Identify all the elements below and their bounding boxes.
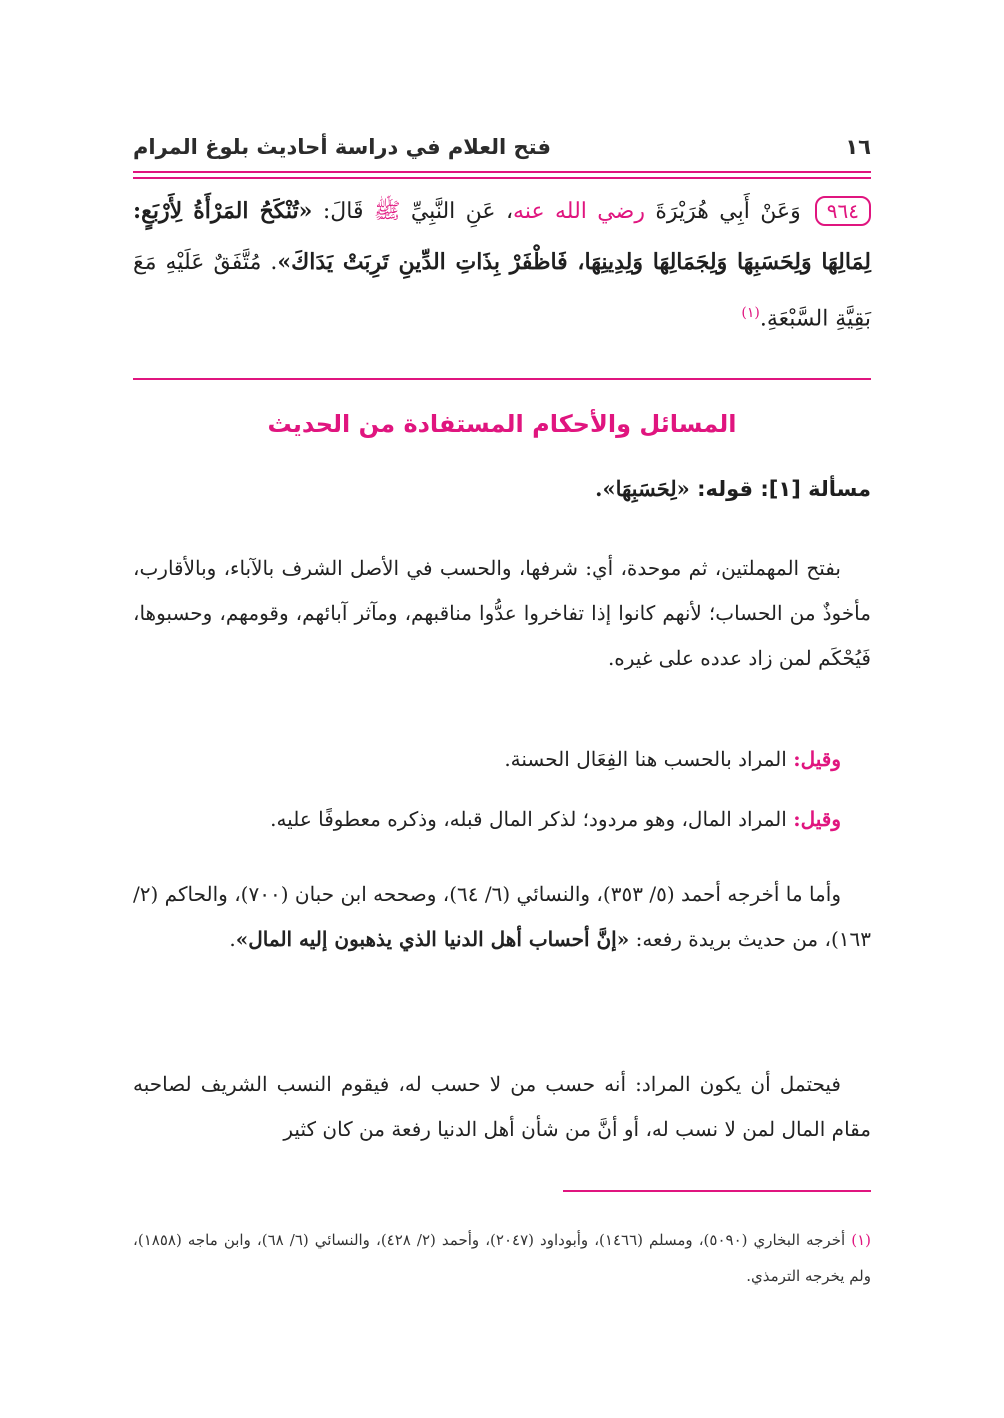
paragraph-qil-1: وقيل: المراد بالحسب هنا الفِعَال الحسنة. [504,747,841,771]
paragraph-takhrij: وأما ما أخرجه أحمد (٥/ ٣٥٣)، والنسائي (٦/ ٦٤)، وصححه ابن حبان (٧٠٠)، والحاكم (٢/ ١٦٣)، من حديث بريدة رفعه: «إنَّ أحساب أهل الدنيا الذي يذهبون إليه المال». [133,882,871,951]
section-divider [133,378,871,380]
running-header [133,127,871,167]
page-number: ١٦ [845,135,871,159]
footnote-number: (١) [851,1231,871,1249]
radi-honorific: رضي الله عنه [513,199,645,224]
hadith-matn: «تُنْكَحُ المَرْأَةُ لِأَرْبَعٍ: لِمَالِهَا وَلِحَسَبِهَا وَلِجَمَالِهَا وَلِدِينِهَا، فَاظْفَرْ بِذَاتِ الدِّينِ تَرِبَتْ يَدَاكَ» [133,198,871,275]
salla-honorific: ﷺ [373,199,401,224]
paragraph-interpretation: فيحتمل أن يكون المراد: أنه حسب من لا حسب له، فيقوم النسب الشريف لصاحبه مقام المال لمن لا نسب له، أو أنَّ من شأن أهل الدنيا رفعة من كان كثير [133,1072,871,1141]
hadith-takhrij: . مُتَّفَقٌ عَلَيْهِ مَعَ بَقِيَّةِ السَّبْعَةِ. [133,250,871,332]
hadith-isnad-2: ، عَنِ النَّبِيِّ [400,199,514,224]
footnote-rule [563,1190,871,1192]
book-title: فتح العلام في دراسة أحاديث بلوغ المرام [133,135,551,159]
hadith-isnad-3: قَالَ: [312,199,374,224]
masala-heading [133,476,871,501]
masala-qawluh: قوله: [697,477,754,501]
hadith-isnad-1: وَعَنْ أَبِي هُرَيْرَةَ [644,199,801,224]
hadith-text [133,186,871,344]
footnote [133,1222,871,1294]
paragraph-qil-2: وقيل: المراد المال، وهو مردود؛ لذكر المال قبله، وذكره معطوفًا عليه. [270,807,841,831]
footnote-text: أخرجه البخاري (٥٠٩٠)، ومسلم (١٤٦٦)، وأبوداود (٢٠٤٧)، وأحمد (٢/ ٤٢٨)، والنسائي (٦/ ٦٨)، وابن ماجه (١٨٥٨)، ولم يخرجه الترمذي. [133,1231,871,1285]
quoted-hadith: «إنَّ أحساب أهل الدنيا الذي يذهبون إليه المال» [235,927,630,951]
header-rule-top [133,171,871,173]
paragraph-definition: بفتح المهملتين، ثم موحدة، أي: شرفها، والحسب في الأصل الشرف بالآباء، وبالأقارب، مأخوذٌ من الحساب؛ لأنهم كانوا إذا تفاخروا عدُّوا مناقبهم، ومآثر آبائهم، وقومهم، وحسبوها، فَيُحْكَم لمن زاد عدده على غيره. [133,556,871,670]
qil-label: وقيل: [793,807,841,831]
hadith-number-badge: ٩٦٤ [815,196,871,226]
qil-label: وقيل: [793,747,841,771]
header-rule-bottom [133,177,871,179]
masala-label: مسألة [١]: [760,477,871,501]
masala-quote: «لِحَسَبِهَا». [595,476,690,501]
section-heading: المسائل والأحكام المستفادة من الحديث [267,410,737,438]
footnote-reference[interactable]: (١) [741,305,760,321]
